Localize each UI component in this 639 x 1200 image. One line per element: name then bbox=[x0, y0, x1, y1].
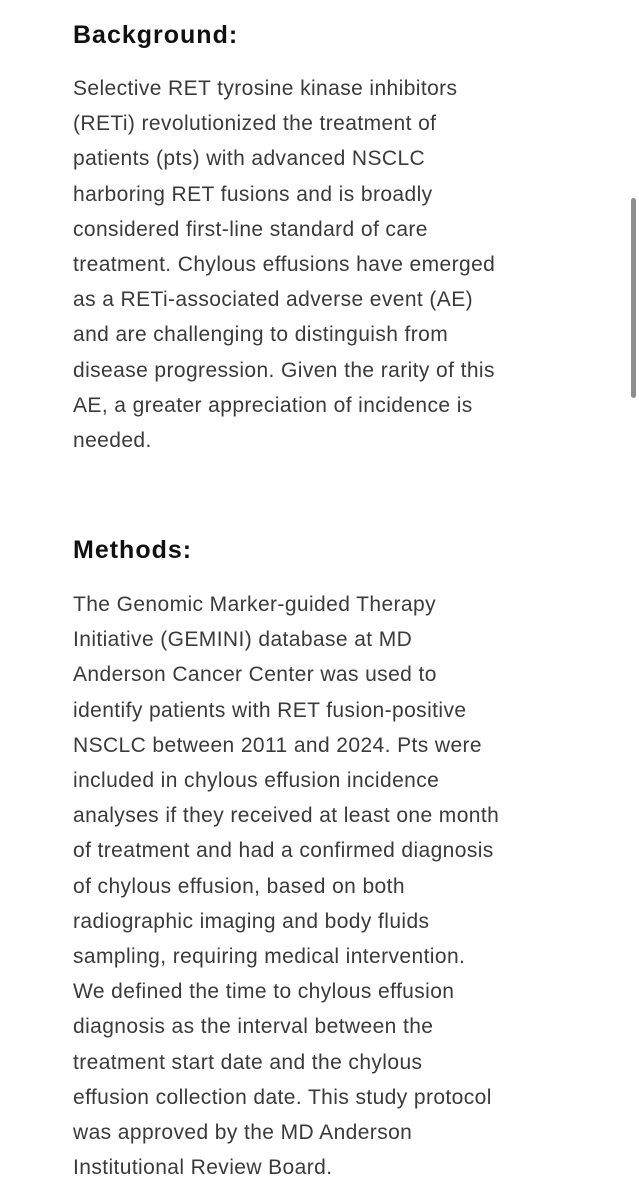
methods-paragraph bbox=[73, 587, 573, 1185]
paragraph-line: Initiative (GEMINI) database at MD bbox=[73, 628, 413, 652]
paragraph-line: We defined the time to chylous effusion bbox=[73, 980, 455, 1004]
paragraph-line: radiographic imaging and body fluids bbox=[73, 909, 430, 933]
paragraph-line: was approved by the MD Anderson bbox=[73, 1121, 413, 1145]
methods-section bbox=[73, 535, 573, 1185]
paragraph-line: diagnosis as the interval between the bbox=[73, 1015, 434, 1039]
paragraph-line: effusion collection date. This study protocol bbox=[73, 1085, 492, 1109]
background-section bbox=[73, 20, 573, 458]
paragraph-line: The Genomic Marker-guided Therapy bbox=[73, 593, 436, 616]
paragraph-line: Institutional Review Board. bbox=[73, 1156, 333, 1180]
paragraph-line: included in chylous effusion incidence bbox=[73, 769, 440, 793]
paragraph-line: considered first-line standard of care bbox=[73, 217, 428, 241]
paragraph-line: patients (pts) with advanced NSCLC bbox=[73, 147, 426, 171]
background-heading: Background: bbox=[73, 21, 239, 49]
paragraph-line: (RETi) revolutionized the treatment of bbox=[73, 112, 437, 136]
paragraph-line: sampling, requiring medical intervention. bbox=[73, 945, 466, 969]
paragraph-line: as a RETi-associated adverse event (AE) bbox=[73, 288, 473, 312]
paragraph-line: of chylous effusion, based on both bbox=[73, 874, 405, 898]
paragraph-line: of treatment and had a confirmed diagnosis bbox=[73, 839, 494, 863]
vertical-scrollbar[interactable] bbox=[631, 180, 636, 400]
paragraph-line: AE, a greater appreciation of incidence is bbox=[73, 393, 473, 417]
paragraph-line: needed. bbox=[73, 429, 152, 453]
paragraph-line: analyses if they received at least one month bbox=[73, 804, 500, 828]
paragraph-line: Anderson Cancer Center was used to bbox=[73, 663, 437, 687]
paragraph-line: NSCLC between 2011 and 2024. Pts were bbox=[73, 733, 482, 757]
scrollbar-thumb[interactable] bbox=[631, 198, 636, 398]
paragraph-line: and are challenging to distinguish from bbox=[73, 323, 449, 347]
paragraph-line: identify patients with RET fusion-positive bbox=[73, 698, 467, 722]
paragraph-line: disease progression. Given the rarity of this bbox=[73, 358, 495, 382]
paragraph-line: treatment. Chylous effusions have emerged bbox=[73, 253, 496, 277]
background-paragraph bbox=[73, 71, 573, 458]
paragraph-line: harboring RET fusions and is broadly bbox=[73, 182, 433, 206]
methods-heading: Methods: bbox=[73, 536, 193, 564]
paragraph-line: Selective RET tyrosine kinase inhibitors bbox=[73, 77, 458, 100]
paragraph-line: treatment start date and the chylous bbox=[73, 1050, 423, 1074]
